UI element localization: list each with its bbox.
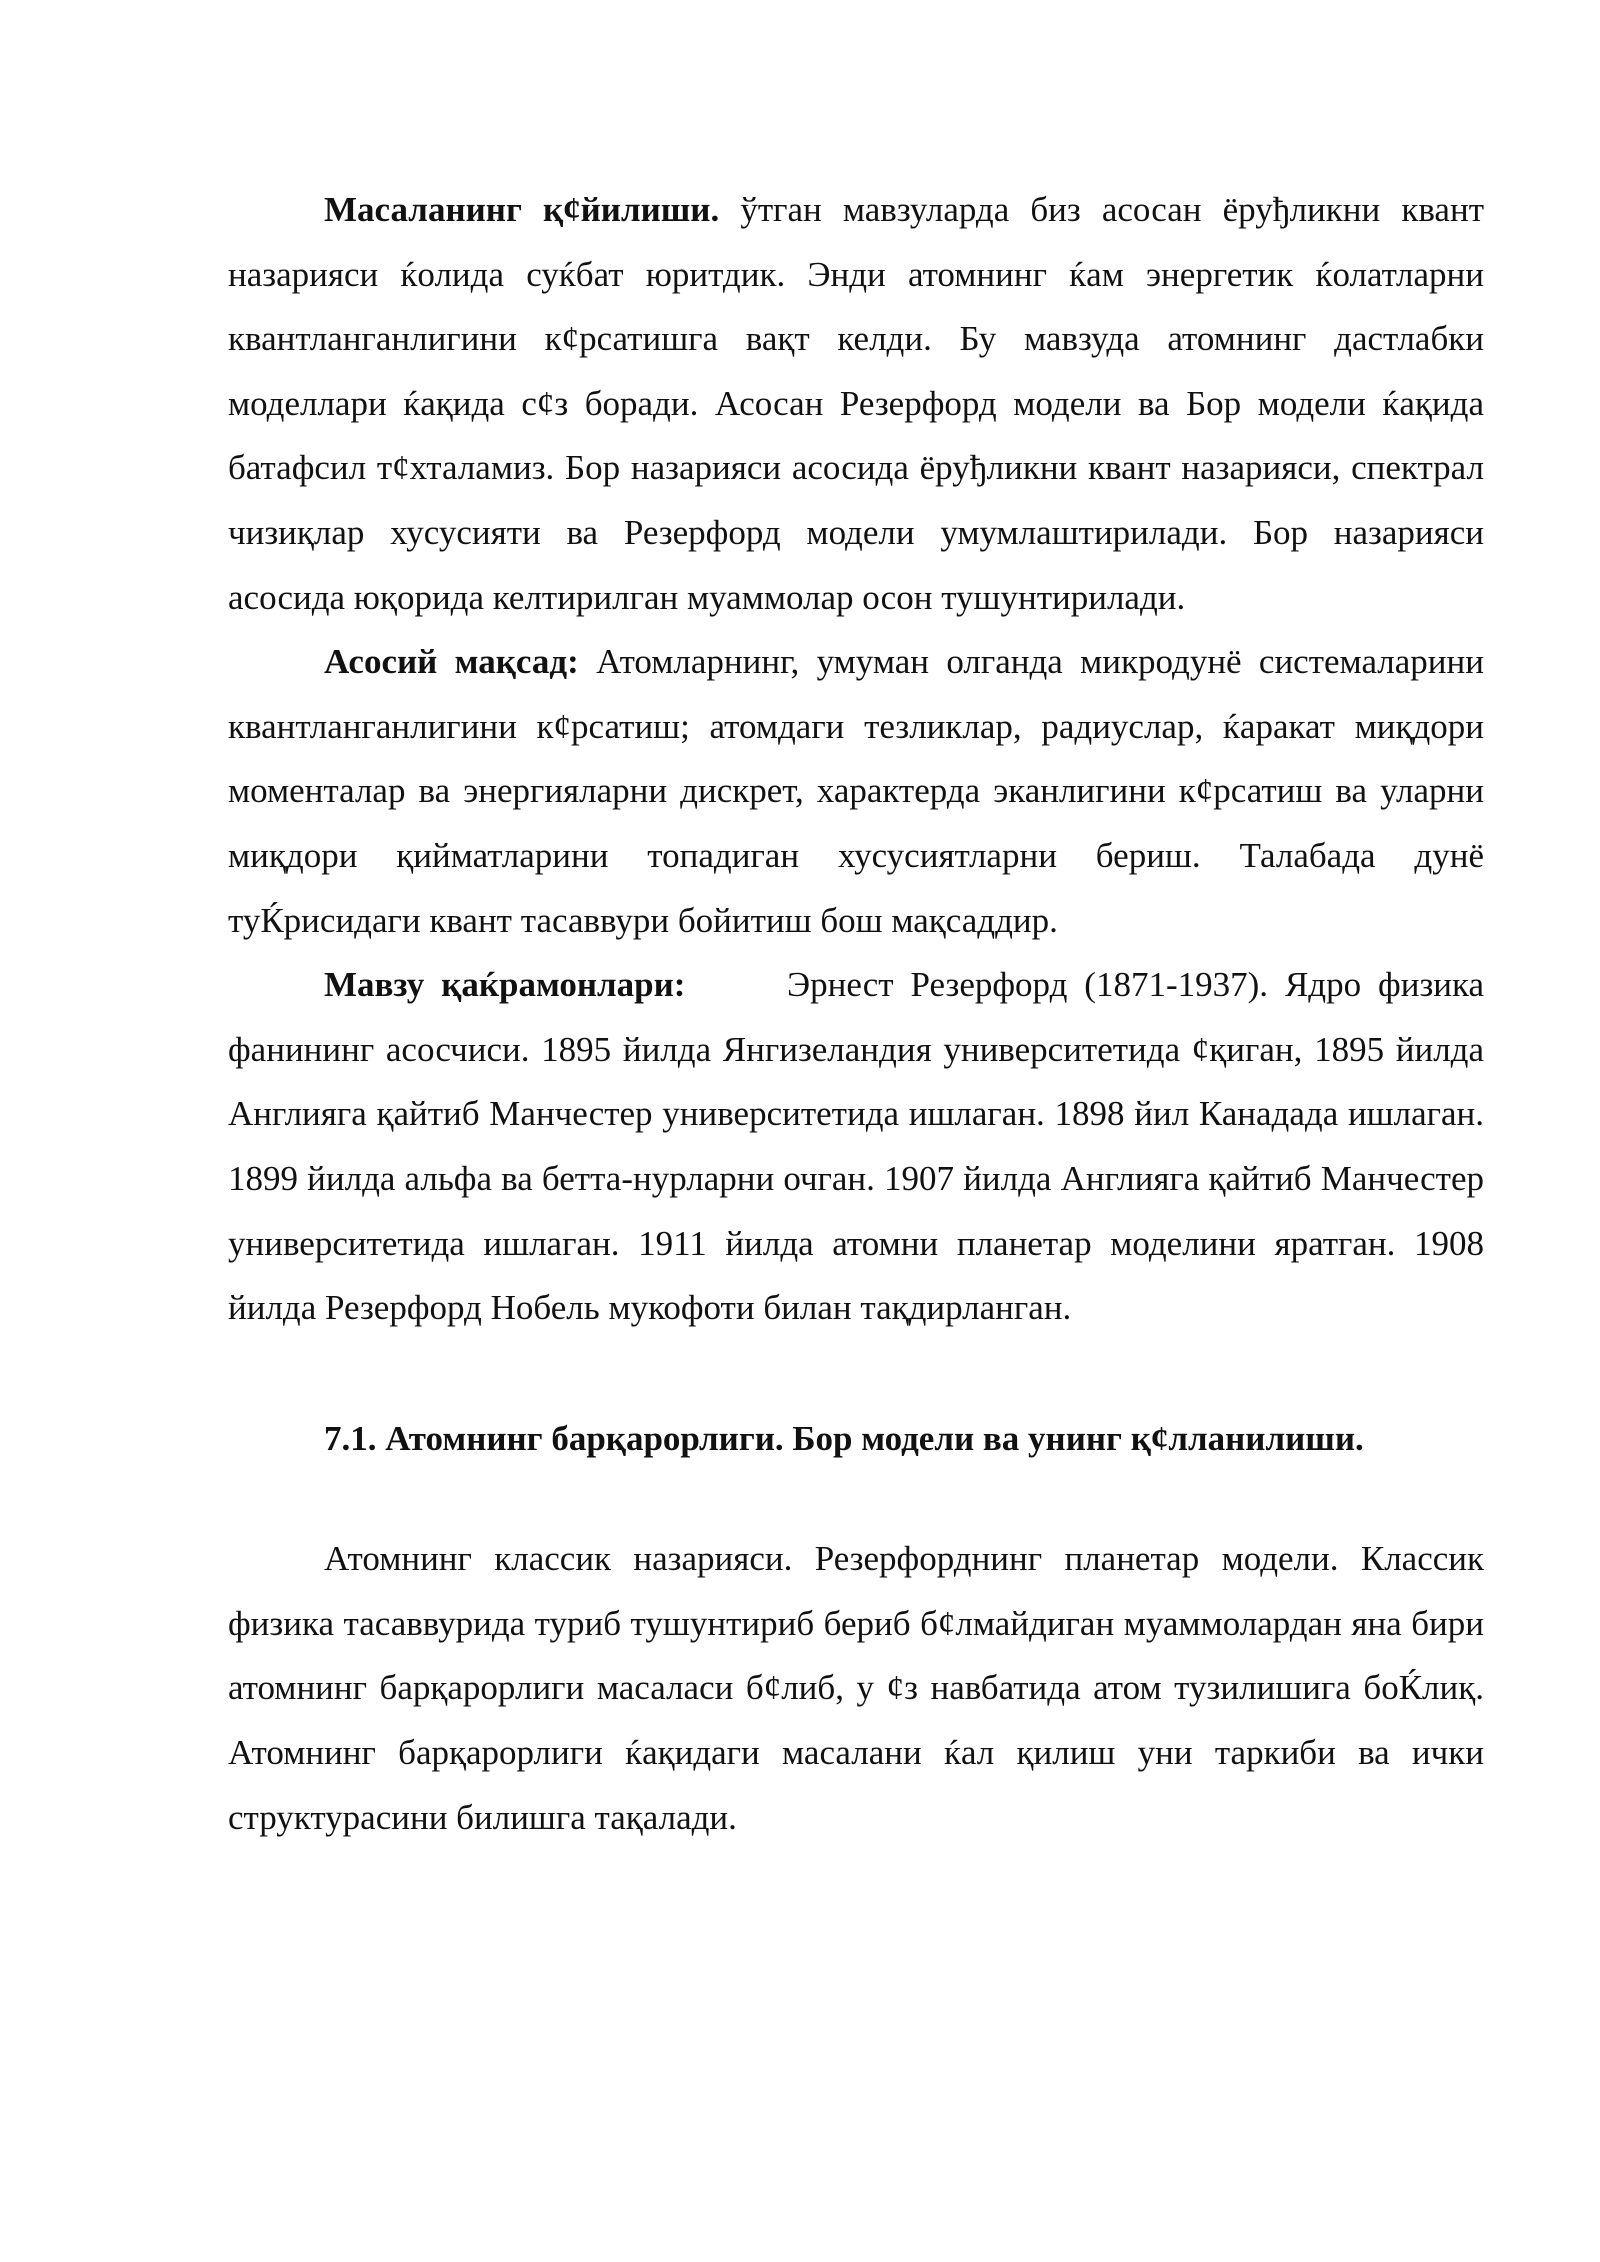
main-goal-text: Атомларнинг, умуман олганда микродунё системаларини квантланганлигини к¢рсатиш; атомдаги тезликлар, радиуслар, ќаракат миқдори моменталар ва энергияларни дискрет, характерда эканлигини к¢рсатиш ва уларни миқдори қийматларини топадиган хусусиятларни бериш. Талабада дунё туЌрисидаги квант тасаввури бойитиш бош мақсаддир. bbox=[228, 642, 1484, 940]
problem-statement-lead: Масаланинг қ¢йилиши. bbox=[324, 190, 720, 229]
topic-heroes-text: Эрнест Резерфорд (1871-1937). Ядро физика фанининг асосчиси. 1895 йилда Янгизеландия университетида ¢қиган, 1895 йилда Англияга қайтиб Манчестер университетида ишлаган. 1898 йил Канадада ишлаган. 1899 йилда альфа ва бетта-нурларни очган. 1907 йилда Англияга қайтиб Манчестер университетида ишлаган. 1911 йилда атомни планетар моделини яратган. 1908 йилда Резерфорд Нобель мукофоти билан тақдирланган. bbox=[228, 965, 1493, 1328]
spacer bbox=[228, 1471, 1484, 1527]
problem-statement-text: ўтган мавзуларда биз асосан ёруђликни квант назарияси ќолида суќбат юритдик. Энди атомнинг ќам энергетик ќолатларни квантланганлигини к¢рсатишга вақт келди. Бу мавзуда атомнинг дастлабки моделлари ќақида с¢з боради. Асосан Резерфорд модели ва Бор модели ќақида батафсил т¢хталамиз. Бор назарияси асосида ёруђликни квант назарияси, спектрал чизиқлар хусусияти ва Резерфорд модели умумлаштирилади. Бор назарияси асосида юқорида келтирилган муаммолар осон тушунтирилади. bbox=[228, 190, 1484, 617]
topic-heroes-paragraph bbox=[228, 953, 1493, 1341]
classical-theory-paragraph: Атомнинг классик назарияси. Резерфорднинг планетар модели. Классик физика тасаввурида туриб тушунтириб бериб б¢лмайдиган муаммолардан яна бири атомнинг барқарорлиги масаласи б¢либ, у ¢з навбатида атом тузилишига боЌлиқ. Атомнинг барқарорлиги ќақидаги масалани ќал қилиш уни таркиби ва ички структурасини билишга тақалади. bbox=[228, 1539, 1484, 1837]
topic-heroes-lead: Мавзу қаќрамонлари: bbox=[324, 965, 686, 1005]
main-goal-paragraph bbox=[228, 630, 1484, 953]
problem-statement-paragraph bbox=[228, 178, 1484, 630]
main-goal-lead: Асосий мақсад: bbox=[324, 642, 579, 682]
document-page bbox=[228, 178, 1493, 1850]
spacer bbox=[228, 1341, 1484, 1407]
section-heading: 7.1. Атомнинг барқарорлиги. Бор модели ва унинг қ¢лланилиши. bbox=[324, 1418, 1364, 1458]
